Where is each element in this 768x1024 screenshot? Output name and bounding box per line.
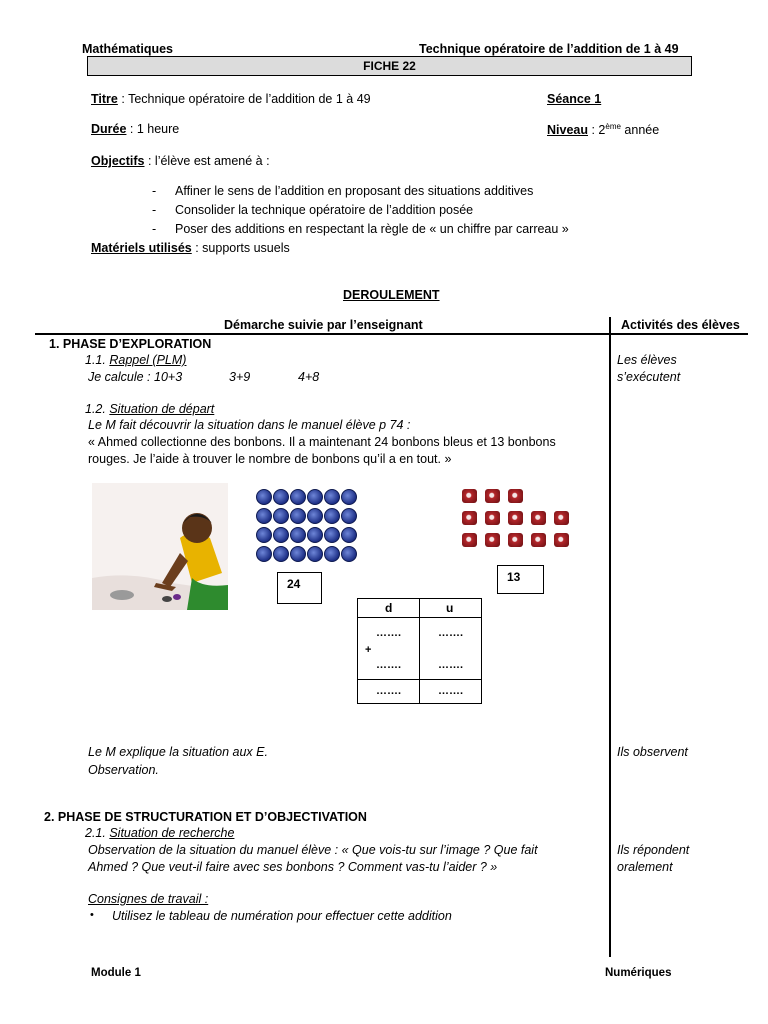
- s12-num: 1.2.: [85, 402, 106, 416]
- blue-candies-group: [256, 489, 355, 562]
- footer-module: Module 1: [91, 967, 141, 979]
- blue-candy-icon: [341, 546, 357, 562]
- blue-candy-icon: [307, 527, 323, 543]
- col-header-eleves: Activités des élèves: [621, 318, 740, 332]
- calc-3: 4+8: [298, 370, 320, 384]
- grid-spacer: [531, 489, 546, 503]
- blue-candy-icon: [273, 546, 289, 562]
- header-topic: Technique opératoire de l’addition de 1 à 49: [419, 42, 679, 56]
- blue-candy-icon: [324, 527, 340, 543]
- box-13: [497, 565, 544, 594]
- blue-candy-icon: [256, 546, 272, 562]
- s21-num: 2.1.: [85, 826, 106, 840]
- situation-line-3: rouges. Je l’aide à trouver le nombre de bonbons qu’il a en tout. »: [88, 452, 452, 466]
- blue-candy-icon: [307, 489, 323, 505]
- numeration-table: [357, 598, 482, 704]
- titre-line: [91, 92, 371, 106]
- header-subject: Mathématiques: [82, 42, 173, 56]
- objectif-dash: -: [152, 222, 157, 236]
- s21-heading: [85, 826, 234, 840]
- box-24-value: 24: [287, 577, 301, 591]
- blue-candy-icon: [290, 527, 306, 543]
- red-candy-icon: [508, 489, 523, 503]
- ils-observent: Ils observent: [617, 745, 688, 759]
- ils-repondent-1: Ils répondent: [617, 843, 690, 857]
- blue-candy-icon: [341, 508, 357, 524]
- objectif-item: Consolider la technique opératoire de l’addition posée: [175, 203, 474, 217]
- duree-value: : 1 heure: [126, 122, 180, 136]
- red-candy-icon: [554, 511, 569, 525]
- seance-label: Séance 1: [547, 92, 602, 106]
- red-candy-icon: [531, 511, 546, 525]
- s11-heading: [85, 353, 186, 367]
- s11-num: 1.1.: [85, 353, 106, 367]
- consigne-item: Utilisez le tableau de numération pour effectuer cette addition: [112, 909, 452, 923]
- table-plus-sign: +: [365, 644, 372, 656]
- blue-candy-icon: [273, 527, 289, 543]
- niveau-prefix: : 2: [588, 123, 606, 138]
- box-13-value: 13: [507, 570, 521, 584]
- objectif-dash: -: [152, 203, 157, 217]
- red-candy-icon: [485, 489, 500, 503]
- table-header-u: u: [446, 601, 454, 615]
- table-cell-dots: …….: [376, 659, 402, 671]
- red-candy-icon: [485, 511, 500, 525]
- red-candy-icon: [531, 533, 546, 547]
- red-candy-icon: [462, 533, 477, 547]
- objectif-item: Poser des additions en respectant la règle de « un chiffre par carreau »: [175, 222, 569, 236]
- red-candy-icon: [462, 489, 477, 503]
- table-cell-dots: …….: [376, 685, 402, 697]
- objectifs-label: Objectifs: [91, 154, 145, 168]
- table-cell-dots: …….: [438, 685, 464, 697]
- blue-candy-icon: [341, 527, 357, 543]
- deroulement-heading: DEROULEMENT: [343, 288, 440, 302]
- red-candy-icon: [462, 511, 477, 525]
- duree-line: [91, 122, 179, 136]
- objectifs-value: : l’élève est amené à :: [144, 154, 270, 168]
- situation-line-2: « Ahmed collectionne des bonbons. Il a maintenant 24 bonbons bleus et 13 bonbons: [88, 435, 556, 449]
- materiels-label: Matériels utilisés: [91, 241, 192, 255]
- materiels-value: : supports usuels: [191, 241, 290, 255]
- niveau-suffix: année: [620, 123, 660, 138]
- blue-candy-icon: [324, 508, 340, 524]
- niveau-sup: ème: [605, 122, 621, 131]
- duree-label: Durée: [91, 122, 127, 136]
- blue-candy-icon: [273, 508, 289, 524]
- grid-spacer: [554, 489, 569, 503]
- consignes-heading: Consignes de travail :: [88, 892, 209, 906]
- phase2-title: 2. PHASE DE STRUCTURATION ET D’OBJECTIVATION: [44, 810, 367, 824]
- blue-candy-icon: [307, 508, 323, 524]
- col-header-enseignant: Démarche suivie par l’enseignant: [224, 318, 423, 332]
- fiche-banner: FICHE 22: [87, 56, 692, 76]
- ils-repondent-2: oralement: [617, 860, 673, 874]
- phase1-title: 1. PHASE D’EXPLORATION: [49, 337, 212, 351]
- calc-2: 3+9: [229, 370, 251, 384]
- recherche-line-2: Ahmed ? Que veut-il faire avec ses bonbons ? Comment vas-tu l’aider ? »: [88, 860, 498, 874]
- blue-candy-icon: [290, 546, 306, 562]
- blue-candy-icon: [341, 489, 357, 505]
- blue-candy-icon: [256, 489, 272, 505]
- table-header-d: d: [385, 601, 393, 615]
- objectif-dash: -: [152, 184, 157, 198]
- niveau-line: [547, 122, 659, 137]
- observation-line: Observation.: [88, 763, 159, 777]
- red-candy-icon: [554, 533, 569, 547]
- bullet-icon: •: [90, 909, 94, 921]
- situation-line-1: Le M fait découvrir la situation dans le manuel élève p 74 :: [88, 418, 411, 432]
- objectif-item: Affiner le sens de l’addition en proposant des situations additives: [175, 184, 534, 198]
- objectifs-line: [91, 154, 270, 168]
- blue-candy-icon: [290, 508, 306, 524]
- red-candy-icon: [508, 533, 523, 547]
- eleves-executent-1: Les élèves: [617, 353, 677, 367]
- blue-candy-icon: [256, 527, 272, 543]
- red-candies-group: [462, 489, 569, 547]
- recherche-line-1: Observation de la situation du manuel élève : « Que vois-tu sur l’image ? Que fait: [88, 843, 538, 857]
- niveau-label: Niveau: [547, 123, 588, 138]
- blue-candy-icon: [290, 489, 306, 505]
- blue-candy-icon: [256, 508, 272, 524]
- s12-heading: [85, 402, 214, 416]
- eleves-executent-2: s’exécutent: [617, 370, 681, 384]
- box-24: [277, 572, 322, 604]
- column-divider: [609, 317, 611, 957]
- red-candy-icon: [485, 533, 500, 547]
- materiels-line: [91, 241, 290, 255]
- calc-1: Je calcule : 10+3: [88, 370, 183, 384]
- blue-candy-icon: [324, 546, 340, 562]
- ahmed-illustration: [92, 483, 228, 610]
- blue-candy-icon: [273, 489, 289, 505]
- titre-label: Titre: [91, 92, 118, 106]
- blue-candy-icon: [324, 489, 340, 505]
- footer-label: Numériques: [605, 967, 672, 979]
- table-header-rule: [35, 333, 748, 335]
- table-cell-dots: …….: [376, 627, 402, 639]
- table-cell-dots: …….: [438, 659, 464, 671]
- s21-title: Situation de recherche: [109, 826, 235, 840]
- explique-line: Le M explique la situation aux E.: [88, 745, 268, 759]
- s12-title: Situation de départ: [109, 402, 215, 416]
- titre-value: : Technique opératoire de l’addition de 1 à 49: [117, 92, 371, 106]
- table-cell-dots: …….: [438, 627, 464, 639]
- s11-title: Rappel (PLM): [109, 353, 187, 367]
- red-candy-icon: [508, 511, 523, 525]
- blue-candy-icon: [307, 546, 323, 562]
